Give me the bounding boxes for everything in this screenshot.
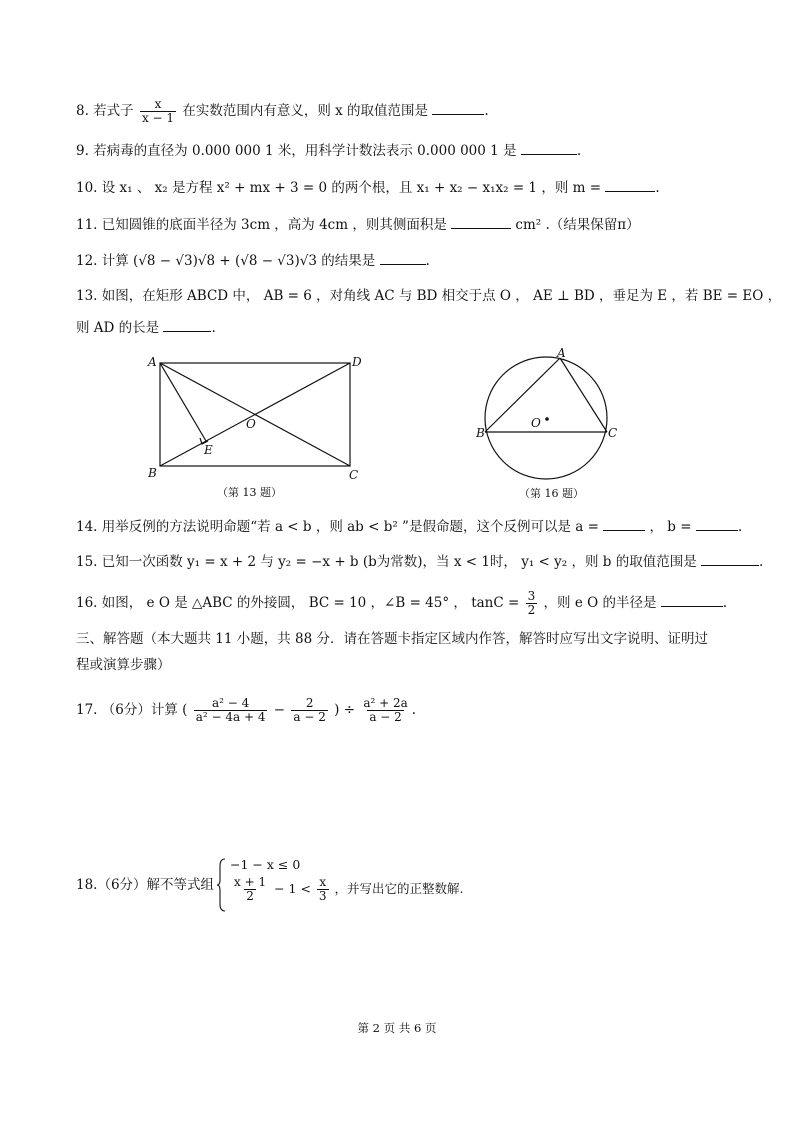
inequality-2 [230, 876, 464, 903]
chord-ac [560, 358, 607, 432]
inequality-1: −1 − x ≤ 0 [230, 857, 301, 872]
q11-text-post: cm² .（结果保留π） [515, 217, 640, 233]
inequality-brace [216, 858, 226, 912]
chord-ab [485, 358, 560, 432]
center-point [545, 417, 549, 421]
q14-end: . [737, 519, 743, 535]
q12-end: . [425, 253, 430, 269]
label-a: A [557, 348, 566, 360]
label-d: D [352, 355, 362, 369]
section-3-heading-line-2: 程或演算步骤） [76, 657, 171, 673]
q18-text-post: ，并写出它的正整数解. [334, 881, 464, 896]
question-8 [76, 98, 489, 125]
ineq2-left-fraction [232, 876, 268, 903]
label-a: A [148, 355, 157, 369]
q15-text: 15. 已知一次函数 y₁ = x + 2 与 y₂ = −x + b (b为常数)，当 x < 1时， y₁ < y₂ ，则 b 的取值范围是 [76, 554, 697, 570]
q9-answer-blank[interactable] [521, 142, 577, 155]
question-9 [76, 142, 581, 160]
q14-text-mid: ， b = [649, 519, 692, 535]
q13-answer-blank[interactable] [163, 319, 211, 332]
perpendicular-ae [160, 363, 206, 441]
q11-answer-blank[interactable] [451, 216, 511, 229]
q16-end: . [722, 595, 728, 611]
figure-16-circle [474, 348, 624, 486]
q13-text-2: 则 AD 的长是 [76, 320, 160, 336]
figure-13-rectangle [140, 350, 370, 485]
q14-answer-blank-b[interactable] [696, 518, 738, 531]
q17-f2-num: 2 [305, 696, 314, 710]
q16-fraction [526, 590, 538, 617]
section-3-heading-line-1: 三、解答题（本大题共 11 小题，共 88 分．请在答题卡指定区域内作答，解答时应写出文字说明、证明过 [76, 631, 709, 647]
q15-end: . [759, 554, 764, 570]
question-18: 18.（6分）解不等式组 [76, 877, 215, 893]
q17-f1-num: a² − 4 [211, 696, 250, 710]
q9-end: . [576, 143, 582, 159]
q8-frac-den: x − 1 [141, 111, 175, 125]
q8-frac-num: x [154, 97, 162, 111]
ineq2-mid: − 1 < [274, 881, 311, 896]
q14-answer-blank-a[interactable] [603, 518, 645, 531]
ineq2-right-fraction [317, 876, 329, 903]
ineq2-left-num: x + 1 [234, 875, 267, 889]
q17-fraction-2 [291, 697, 327, 724]
q14-text: 14. 用举反例的方法说明命题“若 a < b ，则 ab < b² ”是假命题，这个反例可以是 a = [76, 519, 599, 535]
q16-frac-num: 3 [527, 589, 536, 603]
q8-text: 8. 若式子 [76, 103, 134, 119]
q8-fraction [140, 98, 176, 125]
question-16 [76, 590, 727, 617]
ineq2-right-num: x [319, 875, 327, 889]
q16-frac-den: 2 [527, 603, 536, 617]
question-10 [76, 179, 660, 197]
q16-text: 16. 如图， e O 是 △ABC 的外接圆， BC = 10 ，∠B = 45° ， tanC = [76, 595, 520, 611]
q16-answer-blank[interactable] [661, 594, 723, 607]
question-12 [76, 252, 430, 270]
q17-f2-den: a − 2 [293, 710, 326, 724]
figure-13-caption: （第 13 题） [217, 486, 282, 499]
q17-minus: − [273, 702, 286, 718]
q10-end: . [655, 180, 660, 196]
label-c: C [608, 426, 618, 440]
q15-answer-blank[interactable] [701, 553, 759, 566]
question-14 [76, 518, 742, 536]
q17-fraction-1 [194, 697, 268, 724]
q10-text: 10. 设 x₁ 、 x₂ 是方程 x² + mx + 3 = 0 的两个根，且 x₁ + x₂ − x₁x₂ = 1 ，则 m = [76, 180, 602, 196]
q8-text-post: 在实数范围内有意义，则 x 的取值范围是 [182, 103, 429, 119]
q9-text: 9. 若病毒的直径为 0.000 000 1 米，用科学计数法表示 0.000 000 1 是 [76, 143, 517, 159]
q17-f1-den: a² − 4a + 4 [195, 710, 266, 724]
label-b: B [148, 466, 157, 480]
question-17 [76, 697, 416, 724]
question-13-line-1: 13. 如图，在矩形 ABCD 中， AB = 6 ，对角线 AC 与 BD 相交于点 O ， AE ⊥ BD ，垂足为 E ，若 BE = EO ， [76, 288, 782, 304]
q13-end: . [211, 320, 216, 336]
q12-text: 12. 计算 (√8 − √3)√8 + (√8 − √3)√3 的结果是 [76, 253, 376, 269]
label-o: O [246, 417, 256, 431]
q8-answer-blank[interactable] [432, 102, 484, 115]
ineq2-left-den: 2 [246, 889, 254, 903]
q11-text: 11. 已知圆锥的底面半径为 3cm ，高为 4cm ，则其侧面积是 [76, 217, 447, 233]
question-15 [76, 553, 763, 571]
question-13-line-2 [76, 319, 216, 337]
q10-answer-blank[interactable] [605, 179, 655, 192]
figure-16-caption: （第 16 题） [519, 487, 584, 500]
q17-end: . [411, 702, 417, 718]
q17-text: 17. （6分）计算 ( [76, 702, 188, 718]
label-c: C [349, 468, 359, 482]
q16-text-post: ，则 e O 的半径是 [543, 595, 657, 611]
q17-divide: ) ÷ [334, 702, 356, 718]
question-11 [76, 216, 640, 234]
page-footer: 第 2 页 共 6 页 [357, 1021, 437, 1035]
q12-answer-blank[interactable] [380, 252, 426, 265]
q17-fraction-3 [361, 697, 409, 724]
label-b: B [476, 426, 485, 440]
label-o: O [531, 416, 541, 430]
q17-f3-num: a² + 2a [363, 696, 408, 710]
q8-end: . [484, 103, 489, 119]
label-e: E [204, 443, 213, 457]
ineq2-right-den: 3 [318, 889, 327, 903]
q17-f3-den: a − 2 [369, 710, 402, 724]
